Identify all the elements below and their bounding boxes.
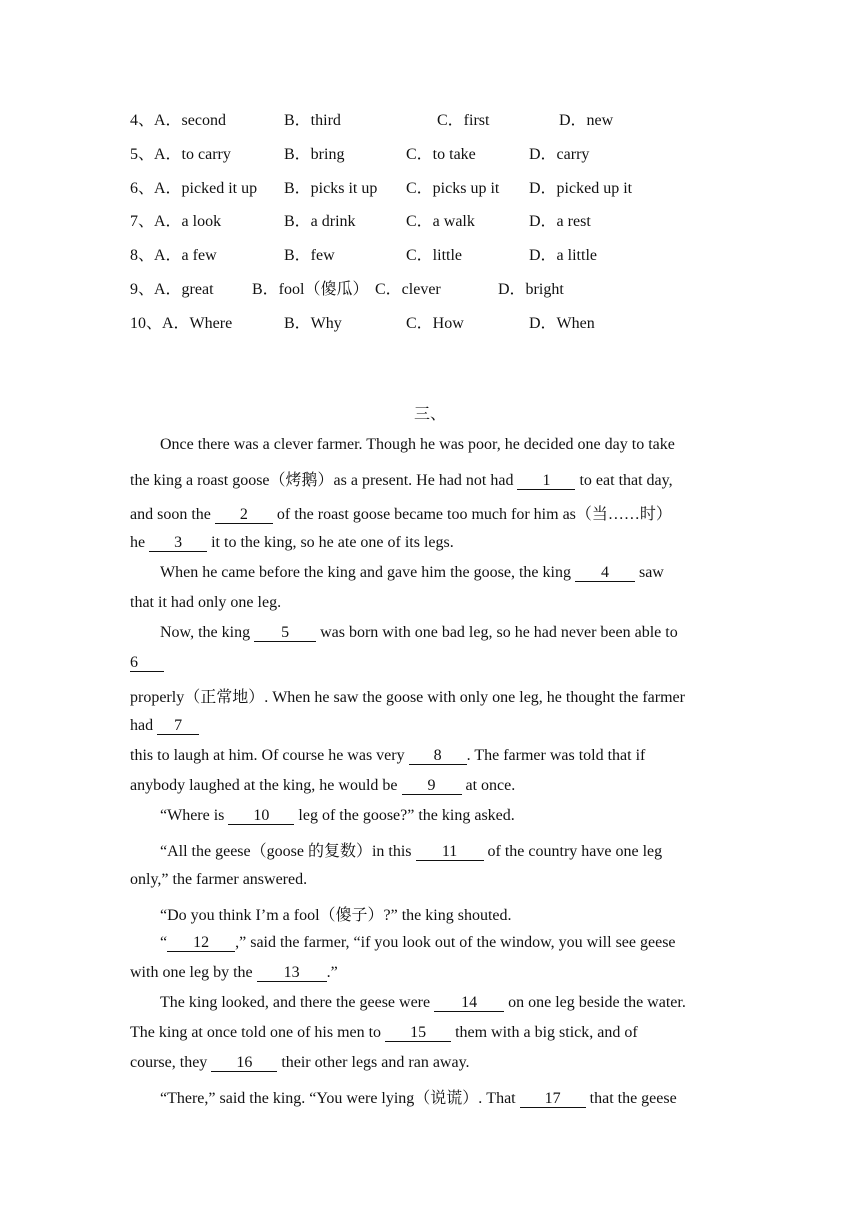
passage-line: had 7 [130, 717, 199, 735]
option-d: D．picked up it [529, 180, 633, 197]
blank-14: 14 [434, 995, 504, 1012]
option-b: B．a drink [284, 213, 356, 230]
passage-line: course, they 16 their other legs and ran away. [130, 1054, 470, 1071]
blank-11: 11 [416, 844, 484, 861]
passage-line: that it had only one leg. [130, 594, 282, 611]
passage-line: Once there was a clever farmer. Though he was poor, he decided one day to take [160, 436, 675, 453]
passage-line: only,” the farmer answered. [130, 871, 308, 888]
option-a: 10、A．Where [130, 315, 233, 332]
option-a: 5、A．to carry [130, 146, 231, 163]
option-b: B．picks it up [284, 180, 378, 197]
blank-15: 15 [385, 1025, 451, 1042]
option-c: C．first [437, 112, 490, 129]
option-c: C．picks up it [406, 180, 500, 197]
option-d: D．When [529, 315, 595, 332]
blank-8: 8 [409, 748, 467, 765]
option-d: D．a rest [529, 213, 591, 230]
passage-line: Now, the king 5 was born with one bad leg, so he had never been able to [160, 624, 678, 641]
blank-9: 9 [402, 778, 462, 795]
passage-line: with one leg by the 13 .” [130, 964, 338, 981]
passage-line: properly（正常地）. When he saw the goose with only one leg, he thought the farmer [130, 689, 685, 706]
option-a: 7、A．a look [130, 213, 222, 230]
blank-4: 4 [575, 565, 635, 582]
option-d: D．new [559, 112, 614, 129]
option-c: C．How [406, 315, 464, 332]
blank-17: 17 [520, 1091, 586, 1108]
option-c: C．clever [375, 281, 441, 298]
option-b: B．few [284, 247, 335, 264]
blank-1: 1 [517, 473, 575, 490]
blank-13: 13 [257, 965, 327, 982]
passage-line: “Where is 10 leg of the goose?” the king asked. [160, 807, 515, 824]
option-b: B．bring [284, 146, 345, 163]
section-heading: 三、 [413, 406, 446, 423]
passage-line: The king at once told one of his men to 15 them with a big stick, and of [130, 1024, 638, 1041]
blank-2: 2 [215, 507, 273, 524]
passage-line: anybody laughed at the king, he would be 9 at once. [130, 777, 516, 794]
blank-7: 7 [157, 718, 199, 735]
passage-line: he 3 it to the king, so he ate one of its legs. [130, 534, 454, 551]
option-a: 6、A．picked it up [130, 180, 258, 197]
option-d: D．bright [498, 281, 564, 298]
passage-line: and soon the 2 of the roast goose became too much for him as（当……时） [130, 506, 672, 523]
passage-line: The king looked, and there the geese were 14 on one leg beside the water. [160, 994, 686, 1011]
option-c: C．little [406, 247, 463, 264]
option-b: B．third [284, 112, 341, 129]
blank-3: 3 [149, 535, 207, 552]
option-c: C．to take [406, 146, 476, 163]
passage-line: “ 12 ,” said the farmer, “if you look out of the window, you will see geese [160, 934, 676, 951]
blank-10: 10 [228, 808, 294, 825]
option-c: C．a walk [406, 213, 475, 230]
passage-line: the king a roast goose（烤鹅）as a present. He had not had 1 to eat that day, [130, 472, 673, 489]
passage-line: When he came before the king and gave him the goose, the king 4 saw [160, 564, 664, 581]
passage-line: this to laugh at him. Of course he was very 8 . The farmer was told that if [130, 747, 646, 764]
blank-6: 6 [130, 655, 164, 672]
blank-16: 16 [211, 1055, 277, 1072]
option-a: 4、A．second [130, 112, 226, 129]
option-d: D．a little [529, 247, 597, 264]
passage-line: “There,” said the king. “You were lying（说谎）. That 17 that the geese [160, 1090, 677, 1107]
passage-line: “All the geese（goose 的复数）in this 11 of the country have one leg [160, 843, 663, 860]
passage-line: “Do you think I’m a fool（傻子）?” the king shouted. [160, 907, 512, 924]
blank-12: 12 [167, 935, 235, 952]
option-b: B．Why [284, 315, 342, 332]
blank-5: 5 [254, 625, 316, 642]
option-d: D．carry [529, 146, 590, 163]
option-a: 9、A．great [130, 281, 214, 298]
passage-line [130, 654, 164, 672]
option-a: 8、A．a few [130, 247, 217, 264]
option-b: B．fool（傻瓜） [252, 281, 369, 298]
